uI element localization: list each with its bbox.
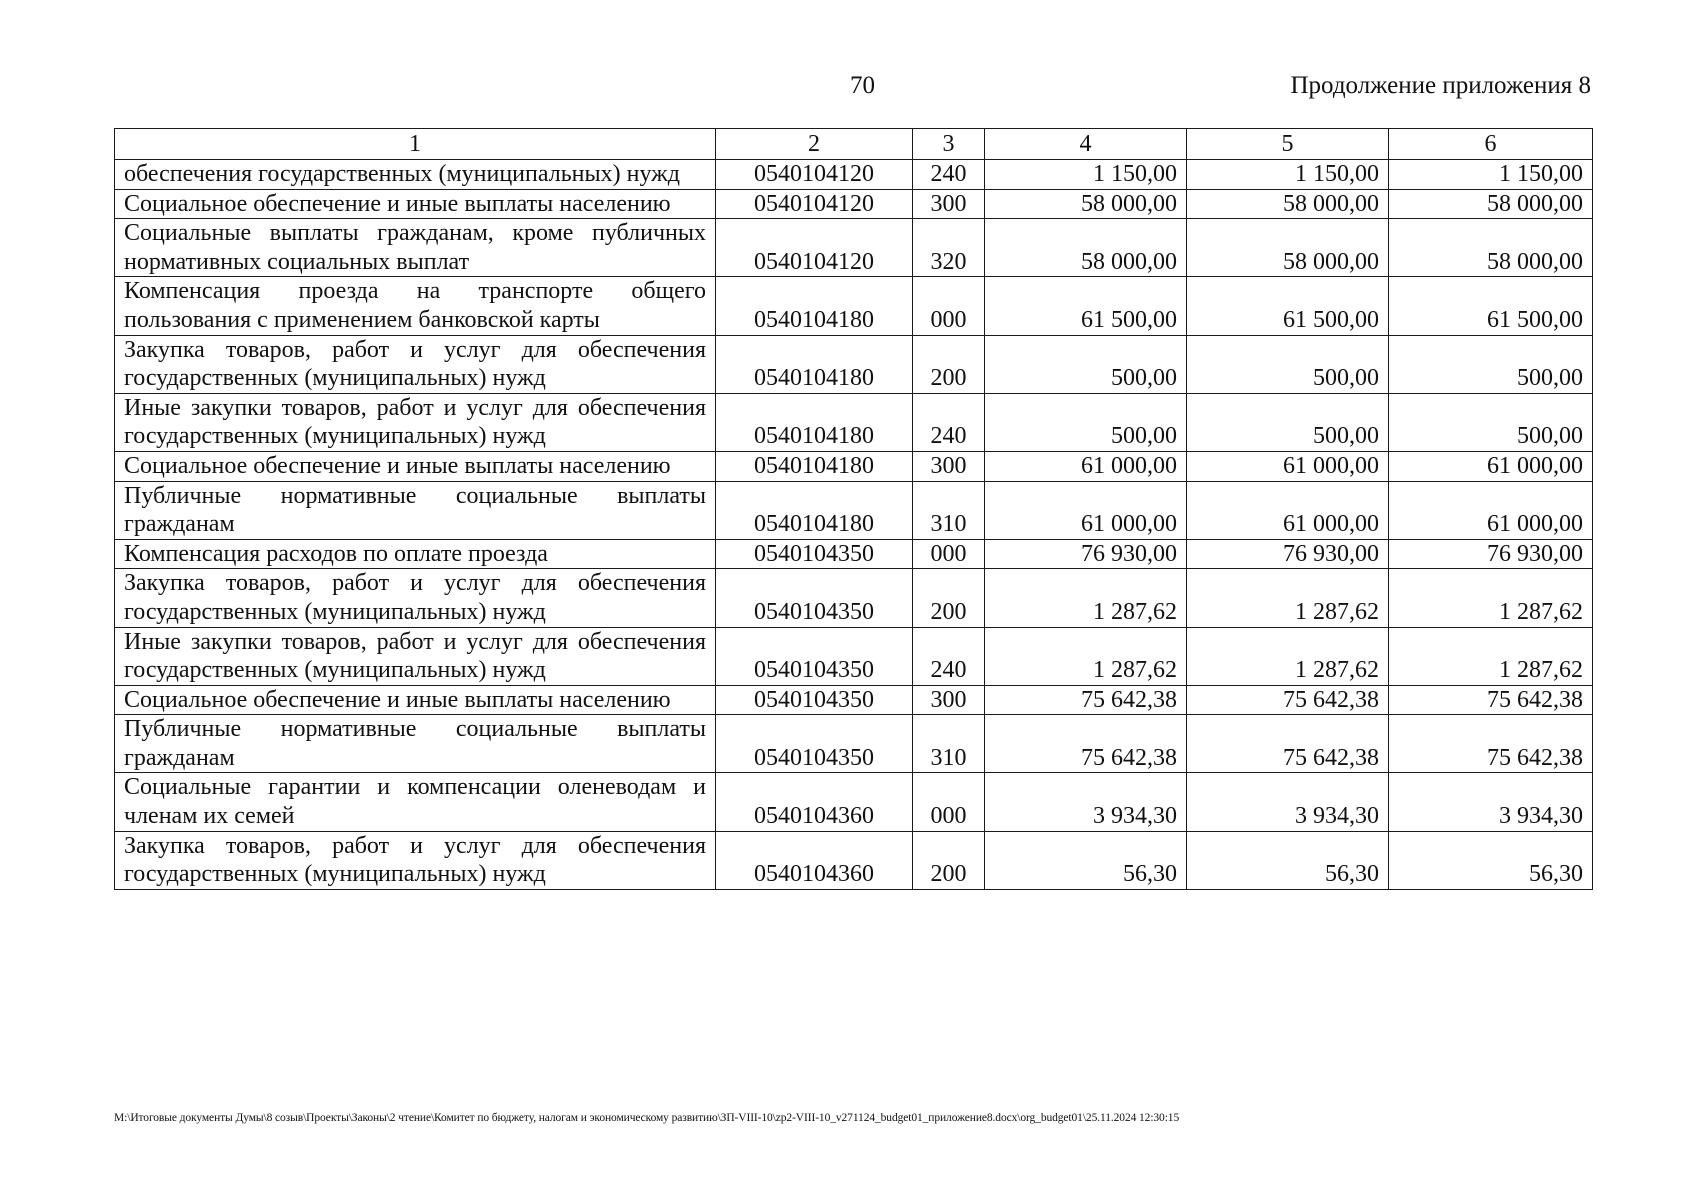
expense-type-cell: 300 (913, 189, 985, 219)
table-body (115, 160, 1593, 890)
amount-cell: 58 000,00 (985, 219, 1187, 277)
table-row (115, 569, 1593, 627)
table-row (115, 451, 1593, 481)
document-file-path: M:\Итоговые документы Думы\8 созыв\Проекты\Законы\2 чтение\Комитет по бюджету, налогам и экономическому развитию\ЗП-VIII-10\zp2-VIII-10_v271124_budget01_приложение8.docx\org_budget01\25.11.2024 12:30:15 (114, 1112, 1180, 1124)
row-name-cell: Компенсация расходов по оплате проезда (115, 539, 716, 569)
amount-cell: 1 287,62 (985, 569, 1187, 627)
expense-type-cell: 200 (913, 335, 985, 393)
expense-type-cell: 240 (913, 627, 985, 685)
table-row (115, 277, 1593, 335)
row-name-cell: Компенсация проезда на транспорте общего пользования с применением банковской карты (115, 277, 716, 335)
row-name-cell: Закупка товаров, работ и услуг для обеспечения государственных (муниципальных) нужд (115, 569, 716, 627)
expense-type-cell: 240 (913, 393, 985, 451)
amount-cell: 61 000,00 (1187, 451, 1389, 481)
expense-type-cell: 240 (913, 160, 985, 190)
row-name-cell: Социальное обеспечение и иные выплаты населению (115, 451, 716, 481)
table-header-row (115, 129, 1593, 160)
amount-cell: 500,00 (1187, 393, 1389, 451)
table-row (115, 335, 1593, 393)
amount-cell: 61 000,00 (1389, 481, 1593, 539)
target-article-cell: 0540104180 (716, 481, 913, 539)
target-article-cell: 0540104180 (716, 277, 913, 335)
amount-cell: 3 934,30 (1187, 773, 1389, 831)
row-name-cell: Иные закупки товаров, работ и услуг для обеспечения государственных (муниципальных) нужд (115, 627, 716, 685)
target-article-cell: 0540104350 (716, 539, 913, 569)
amount-cell: 58 000,00 (1187, 219, 1389, 277)
amount-cell: 76 930,00 (985, 539, 1187, 569)
row-name-cell: Социальные выплаты гражданам, кроме публичных нормативных социальных выплат (115, 219, 716, 277)
amount-cell: 56,30 (1187, 831, 1389, 889)
amount-cell: 76 930,00 (1187, 539, 1389, 569)
amount-cell: 1 150,00 (1389, 160, 1593, 190)
budget-table (114, 128, 1593, 890)
amount-cell: 58 000,00 (1389, 189, 1593, 219)
expense-type-cell: 000 (913, 277, 985, 335)
table-row (115, 393, 1593, 451)
amount-cell: 500,00 (985, 335, 1187, 393)
row-name-cell: Закупка товаров, работ и услуг для обеспечения государственных (муниципальных) нужд (115, 831, 716, 889)
table-row (115, 831, 1593, 889)
amount-cell: 1 287,62 (1187, 627, 1389, 685)
amount-cell: 61 500,00 (1389, 277, 1593, 335)
amount-cell: 500,00 (1389, 393, 1593, 451)
page-number: 70 (850, 72, 875, 99)
amount-cell: 500,00 (1389, 335, 1593, 393)
amount-cell: 1 150,00 (985, 160, 1187, 190)
row-name-cell: Социальные гарантии и компенсации оленеводам и членам их семей (115, 773, 716, 831)
amount-cell: 56,30 (1389, 831, 1593, 889)
expense-type-cell: 000 (913, 539, 985, 569)
target-article-cell: 0540104120 (716, 160, 913, 190)
expense-type-cell: 320 (913, 219, 985, 277)
amount-cell: 1 287,62 (1389, 627, 1593, 685)
amount-cell: 75 642,38 (1187, 685, 1389, 715)
table-row (115, 219, 1593, 277)
table-row (115, 160, 1593, 190)
table-row (115, 627, 1593, 685)
amount-cell: 75 642,38 (985, 685, 1187, 715)
row-name-cell: Закупка товаров, работ и услуг для обеспечения государственных (муниципальных) нужд (115, 335, 716, 393)
amount-cell: 76 930,00 (1389, 539, 1593, 569)
amount-cell: 61 000,00 (1187, 481, 1389, 539)
row-name-cell: Публичные нормативные социальные выплаты гражданам (115, 481, 716, 539)
target-article-cell: 0540104350 (716, 715, 913, 773)
target-article-cell: 0540104120 (716, 219, 913, 277)
expense-type-cell: 300 (913, 685, 985, 715)
row-name-cell: Социальное обеспечение и иные выплаты населению (115, 685, 716, 715)
amount-cell: 58 000,00 (1187, 189, 1389, 219)
target-article-cell: 0540104180 (716, 335, 913, 393)
table-row (115, 715, 1593, 773)
table-row (115, 189, 1593, 219)
column-header: 4 (985, 129, 1187, 160)
target-article-cell: 0540104350 (716, 627, 913, 685)
table-row (115, 539, 1593, 569)
column-header: 6 (1389, 129, 1593, 160)
amount-cell: 58 000,00 (985, 189, 1187, 219)
expense-type-cell: 000 (913, 773, 985, 831)
amount-cell: 61 000,00 (985, 451, 1187, 481)
amount-cell: 3 934,30 (985, 773, 1187, 831)
amount-cell: 75 642,38 (1389, 715, 1593, 773)
table-row (115, 685, 1593, 715)
amount-cell: 61 000,00 (985, 481, 1187, 539)
row-name-cell: обеспечения государственных (муниципальных) нужд (115, 160, 716, 190)
amount-cell: 1 287,62 (1187, 569, 1389, 627)
column-header: 1 (115, 129, 716, 160)
target-article-cell: 0540104350 (716, 685, 913, 715)
amount-cell: 58 000,00 (1389, 219, 1593, 277)
amount-cell: 3 934,30 (1389, 773, 1593, 831)
row-name-cell: Публичные нормативные социальные выплаты гражданам (115, 715, 716, 773)
amount-cell: 1 287,62 (1389, 569, 1593, 627)
expense-type-cell: 300 (913, 451, 985, 481)
row-name-cell: Иные закупки товаров, работ и услуг для обеспечения государственных (муниципальных) нужд (115, 393, 716, 451)
appendix-continuation-title: Продолжение приложения 8 (1290, 72, 1591, 99)
target-article-cell: 0540104180 (716, 451, 913, 481)
amount-cell: 75 642,38 (985, 715, 1187, 773)
table-row (115, 481, 1593, 539)
amount-cell: 1 150,00 (1187, 160, 1389, 190)
column-header: 2 (716, 129, 913, 160)
amount-cell: 61 500,00 (1187, 277, 1389, 335)
amount-cell: 56,30 (985, 831, 1187, 889)
amount-cell: 1 287,62 (985, 627, 1187, 685)
expense-type-cell: 200 (913, 831, 985, 889)
target-article-cell: 0540104360 (716, 773, 913, 831)
amount-cell: 61 000,00 (1389, 451, 1593, 481)
column-header: 3 (913, 129, 985, 160)
target-article-cell: 0540104350 (716, 569, 913, 627)
target-article-cell: 0540104180 (716, 393, 913, 451)
row-name-cell: Социальное обеспечение и иные выплаты населению (115, 189, 716, 219)
amount-cell: 61 500,00 (985, 277, 1187, 335)
amount-cell: 500,00 (985, 393, 1187, 451)
amount-cell: 75 642,38 (1389, 685, 1593, 715)
table-row (115, 773, 1593, 831)
target-article-cell: 0540104360 (716, 831, 913, 889)
expense-type-cell: 200 (913, 569, 985, 627)
target-article-cell: 0540104120 (716, 189, 913, 219)
amount-cell: 500,00 (1187, 335, 1389, 393)
expense-type-cell: 310 (913, 715, 985, 773)
column-header: 5 (1187, 129, 1389, 160)
expense-type-cell: 310 (913, 481, 985, 539)
amount-cell: 75 642,38 (1187, 715, 1389, 773)
